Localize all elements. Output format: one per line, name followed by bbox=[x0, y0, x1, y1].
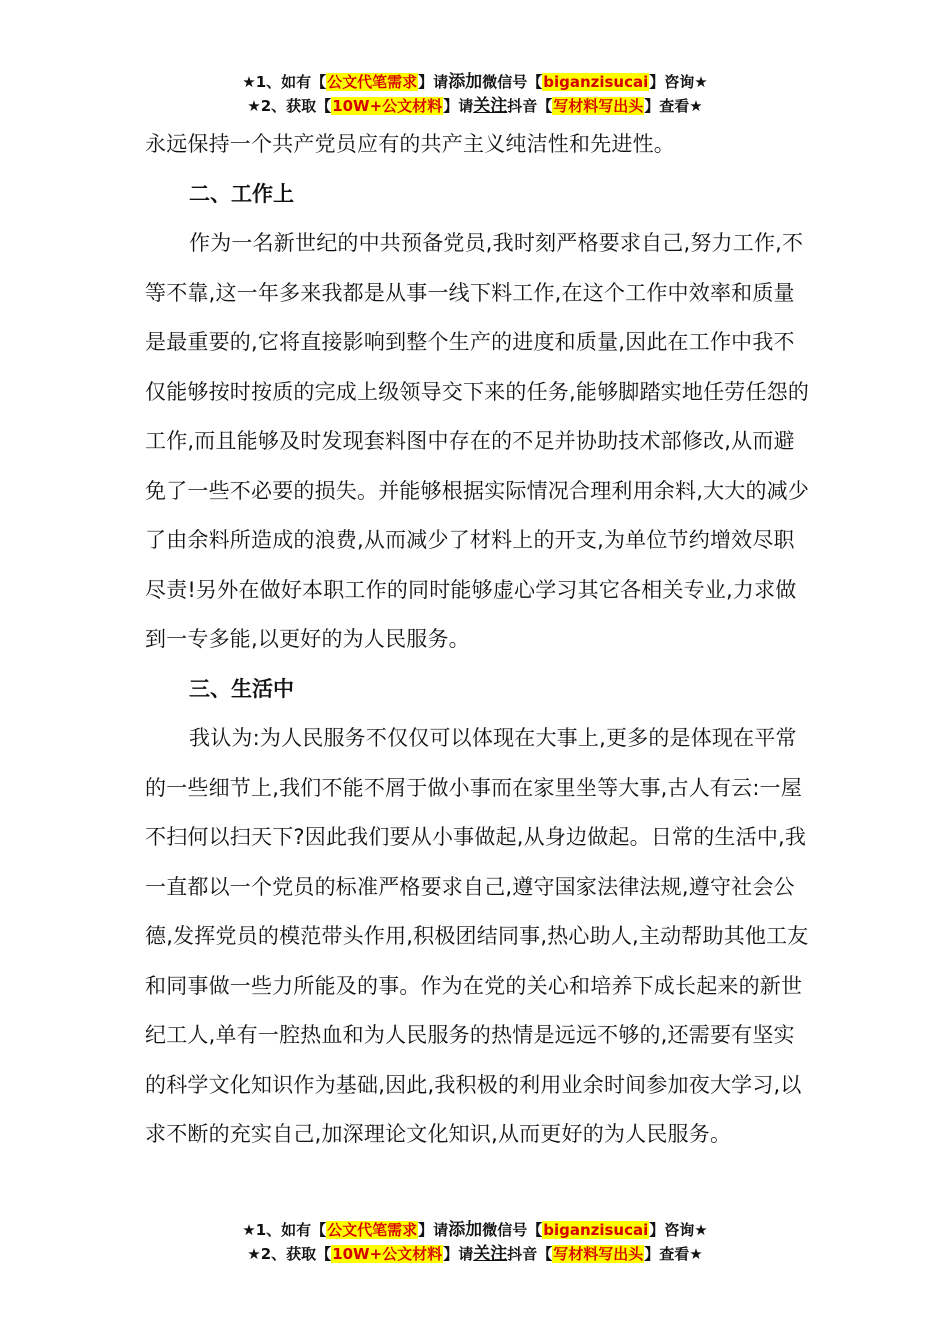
highlight-wechat-id: biganzisucai bbox=[543, 73, 649, 91]
banner-line-1 bbox=[0, 70, 950, 94]
banner-text: 】请 bbox=[443, 1245, 474, 1263]
banner-text: 】请 bbox=[443, 97, 474, 115]
banner-emphasis: 关注 bbox=[473, 1244, 508, 1264]
banner-text: 微信号【 bbox=[482, 73, 543, 91]
banner-text: 】查看★ bbox=[644, 97, 703, 115]
banner-text: 】咨询★ bbox=[649, 73, 708, 91]
paragraph-intro: 永远保持一个共产党员应有的共产主义纯洁性和先进性。 bbox=[145, 132, 675, 156]
banner-text: 微信号【 bbox=[482, 1221, 543, 1239]
highlight-douyin-id: 写材料写出头 bbox=[553, 1245, 644, 1263]
highlight-materials: 10W+公文材料 bbox=[332, 1245, 443, 1263]
highlight-service: 公文代笔需求 bbox=[327, 1221, 418, 1239]
banner-text: 】咨询★ bbox=[649, 1221, 708, 1239]
banner-text: ★2、获取【 bbox=[247, 1245, 332, 1263]
banner-line-1 bbox=[0, 1218, 950, 1242]
banner-line-2 bbox=[0, 1242, 950, 1266]
banner-text: ★1、如有【 bbox=[242, 73, 327, 91]
banner-emphasis: 添加 bbox=[448, 72, 483, 92]
banner-text: 抖音【 bbox=[507, 1245, 553, 1263]
paragraph-life: 我认为:为人民服务不仅仅可以体现在大事上,更多的是体现在平常的一些细节上,我们不能不屑于做小事而在家里坐等大事,古人有云:一屋不扫何以扫天下?因此我们要从小事做起,从身边做起。日常的生活中,我一直都以一个党员的标准严格要求自己,遵守国家法律法规,遵守社会公德,发挥党员的模范带头作用,积极团结同事,热心助人,主动帮助其他工友和同事做一些力所能及的事。作为在党的关心和培养下成长起来的新世纪工人,单有一腔热血和为人民服务的热情是远远不够的,还需要有坚实的科学文化知识作为基础,因此,我积极的利用业余时间参加夜大学习,以求不断的充实自己,加深理论文化知识,从而更好的为人民服务。 bbox=[145, 726, 809, 1146]
banner-emphasis: 添加 bbox=[448, 1220, 483, 1240]
paragraph-work: 作为一名新世纪的中共预备党员,我时刻严格要求自己,努力工作,不等不靠,这一年多来我都是从事一线下料工作,在这个工作中效率和质量是最重要的,它将直接影响到整个生产的进度和质量,因此在工作中我不仅能够按时按质的完成上级领导交下来的任务,能够脚踏实地任劳任怨的工作,而且能够及时发现套料图中存在的不足并协助技术部修改,从而避免了一些不必要的损失。并能够根据实际情况合理利用余料,大大的减少了由余料所造成的浪费,从而减少了材料上的开支,为单位节约增效尽职尽责!另外在做好本职工作的同时能够虚心学习其它各相关专业,力求做到一专多能,以更好的为人民服务。 bbox=[145, 231, 810, 651]
bottom-banner bbox=[0, 1218, 950, 1266]
banner-text: 】查看★ bbox=[644, 1245, 703, 1263]
highlight-douyin-id: 写材料写出头 bbox=[553, 97, 644, 115]
document-body bbox=[145, 120, 810, 1160]
section-heading-life: 三、生活中 bbox=[189, 676, 294, 701]
top-banner bbox=[0, 70, 950, 118]
banner-text: ★2、获取【 bbox=[247, 97, 332, 115]
banner-text: 】请 bbox=[418, 1221, 449, 1239]
banner-emphasis: 关注 bbox=[473, 96, 508, 116]
highlight-materials: 10W+公文材料 bbox=[332, 97, 443, 115]
highlight-wechat-id: biganzisucai bbox=[543, 1221, 649, 1239]
banner-text: 抖音【 bbox=[507, 97, 553, 115]
section-heading-work: 二、工作上 bbox=[189, 181, 294, 206]
highlight-service: 公文代笔需求 bbox=[327, 73, 418, 91]
banner-text: ★1、如有【 bbox=[242, 1221, 327, 1239]
banner-line-2 bbox=[0, 94, 950, 118]
banner-text: 】请 bbox=[418, 73, 449, 91]
